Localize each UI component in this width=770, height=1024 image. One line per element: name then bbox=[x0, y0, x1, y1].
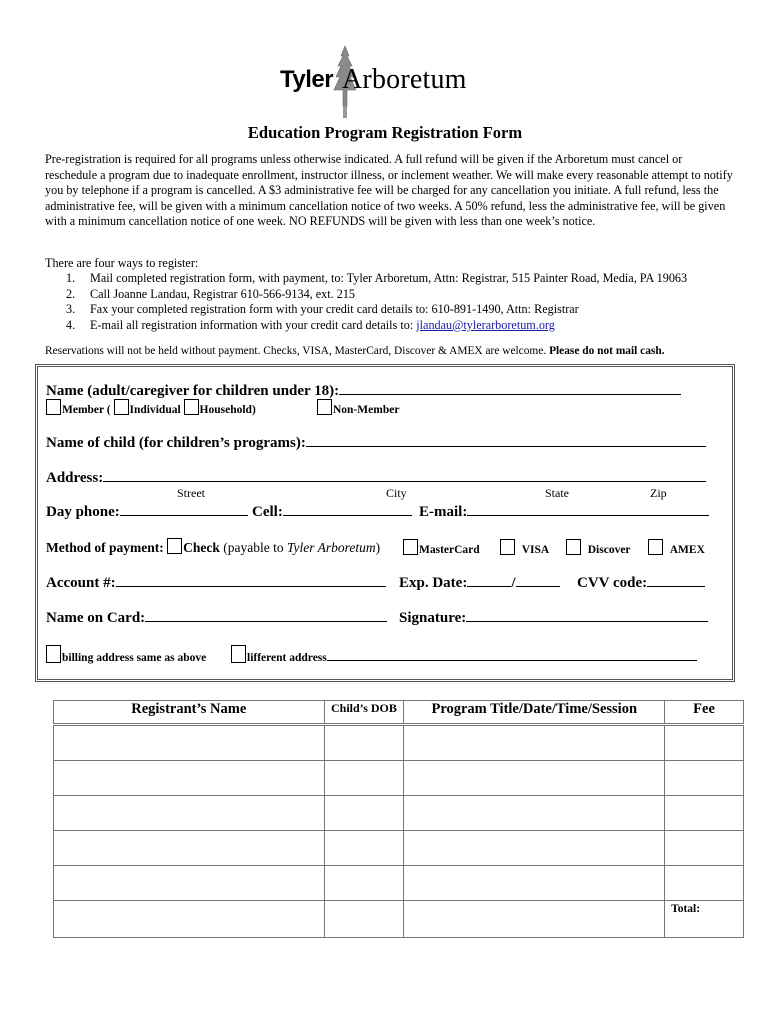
cvv-field[interactable]: CVV code: bbox=[577, 573, 705, 592]
list-item: 2. Call Joanne Landau, Registrar 610-566-9134, ext. 215 bbox=[66, 286, 356, 301]
logo-tyler-text: Tyler bbox=[280, 66, 334, 93]
nonmember-checkbox[interactable]: Non-Member bbox=[317, 399, 399, 416]
table-row bbox=[54, 725, 744, 761]
cell-field[interactable]: Cell: bbox=[252, 502, 412, 521]
address-field[interactable]: Address: bbox=[46, 468, 706, 487]
street-caption: Street bbox=[177, 486, 205, 500]
ways-list bbox=[66, 271, 687, 333]
email-link[interactable]: jlandau@tylerarboretum.org bbox=[416, 317, 555, 332]
payment-method-row: Method of payment: Check (payable to Tyler Arboretum) bbox=[46, 540, 381, 555]
refund-policy-paragraph: Pre-registration is required for all programs unless otherwise indicated. A full refund will be given if the Arboretum must cancel or reschedule a program due to inadequate enrollment, instructor illness, or inclement weather. We will make every reasonable attempt to notify you by telephone if a program is cancelled. A $3 administrative fee will be charged for any cancellation you initiate. A full refund, less the administrative fee, will be given with a minimum cancellation notice of two weeks. A 50% refund, less the administrative fee, will be given with a minimum cancellation notice of one week. NO REFUNDS will be given with less than one week’s notice. bbox=[45, 152, 733, 228]
registrant-name-header: Registrant’s Name bbox=[54, 701, 325, 725]
email-field[interactable]: E-mail: bbox=[419, 502, 709, 521]
city-caption: City bbox=[386, 486, 407, 500]
name-on-card-field[interactable]: Name on Card: bbox=[46, 608, 387, 627]
child-dob-header: Child’s DOB bbox=[324, 701, 404, 725]
list-item: 4. E-mail all registration information with your credit card details to: jlandau@tylerarboretum.org bbox=[66, 317, 555, 332]
table-row bbox=[54, 866, 744, 901]
list-item: 1. Mail completed registration form, with payment, to: Tyler Arboretum, Attn: Registrar, 515 Painter Road, Media, PA 19063 bbox=[66, 271, 688, 285]
signature-field[interactable]: Signature: bbox=[399, 608, 708, 627]
reservation-note: Reservations will not be held without payment. Checks, VISA, MasterCard, Discover & AMEX are welcome. Please do not mail cash. bbox=[45, 345, 665, 357]
table-row bbox=[54, 831, 744, 866]
household-checkbox[interactable] bbox=[184, 399, 199, 415]
individual-checkbox[interactable] bbox=[114, 399, 129, 415]
visa-checkbox[interactable]: VISA bbox=[500, 539, 549, 556]
table-row bbox=[54, 796, 744, 831]
table-header-row bbox=[54, 701, 744, 725]
exp-date-field[interactable]: Exp. Date: / bbox=[399, 573, 560, 592]
discover-checkbox[interactable]: Discover bbox=[566, 539, 631, 556]
checkbox-icon bbox=[46, 399, 61, 415]
checkbox-icon bbox=[317, 399, 332, 415]
logo-arboretum-text: Arboretum bbox=[342, 64, 467, 95]
mastercard-checkbox[interactable]: MasterCard bbox=[403, 539, 480, 556]
page-title: Education Program Registration Form bbox=[247, 123, 523, 142]
list-item: 3. Fax your completed registration form with your credit card details to: 610-891-1490, Attn: Registrar bbox=[66, 302, 579, 317]
fee-header: Fee bbox=[665, 701, 744, 725]
account-field[interactable]: Account #: bbox=[46, 573, 386, 592]
table-row bbox=[54, 761, 744, 796]
table-total-row bbox=[54, 901, 744, 938]
child-name-field[interactable]: Name of child (for children’s programs): bbox=[46, 433, 706, 452]
program-header: Program Title/Date/Time/Session bbox=[404, 701, 665, 725]
name-field[interactable]: Name (adult/caregiver for children under 18): bbox=[46, 381, 681, 400]
billing-same-checkbox[interactable]: billing address same as above bbox=[46, 645, 206, 664]
logo bbox=[280, 44, 495, 120]
member-checkbox[interactable]: Member ( Individual Household) bbox=[46, 399, 256, 416]
day-phone-field[interactable]: Day phone: bbox=[46, 502, 248, 521]
ways-heading: There are four ways to register: bbox=[45, 256, 199, 270]
zip-caption: Zip bbox=[650, 486, 667, 500]
state-caption: State bbox=[545, 486, 569, 500]
registration-table bbox=[53, 700, 744, 938]
different-address-field[interactable]: lifferent address bbox=[231, 645, 697, 664]
total-label: Total: bbox=[665, 901, 744, 938]
check-checkbox[interactable] bbox=[167, 538, 182, 554]
amex-checkbox[interactable]: AMEX bbox=[648, 539, 705, 556]
